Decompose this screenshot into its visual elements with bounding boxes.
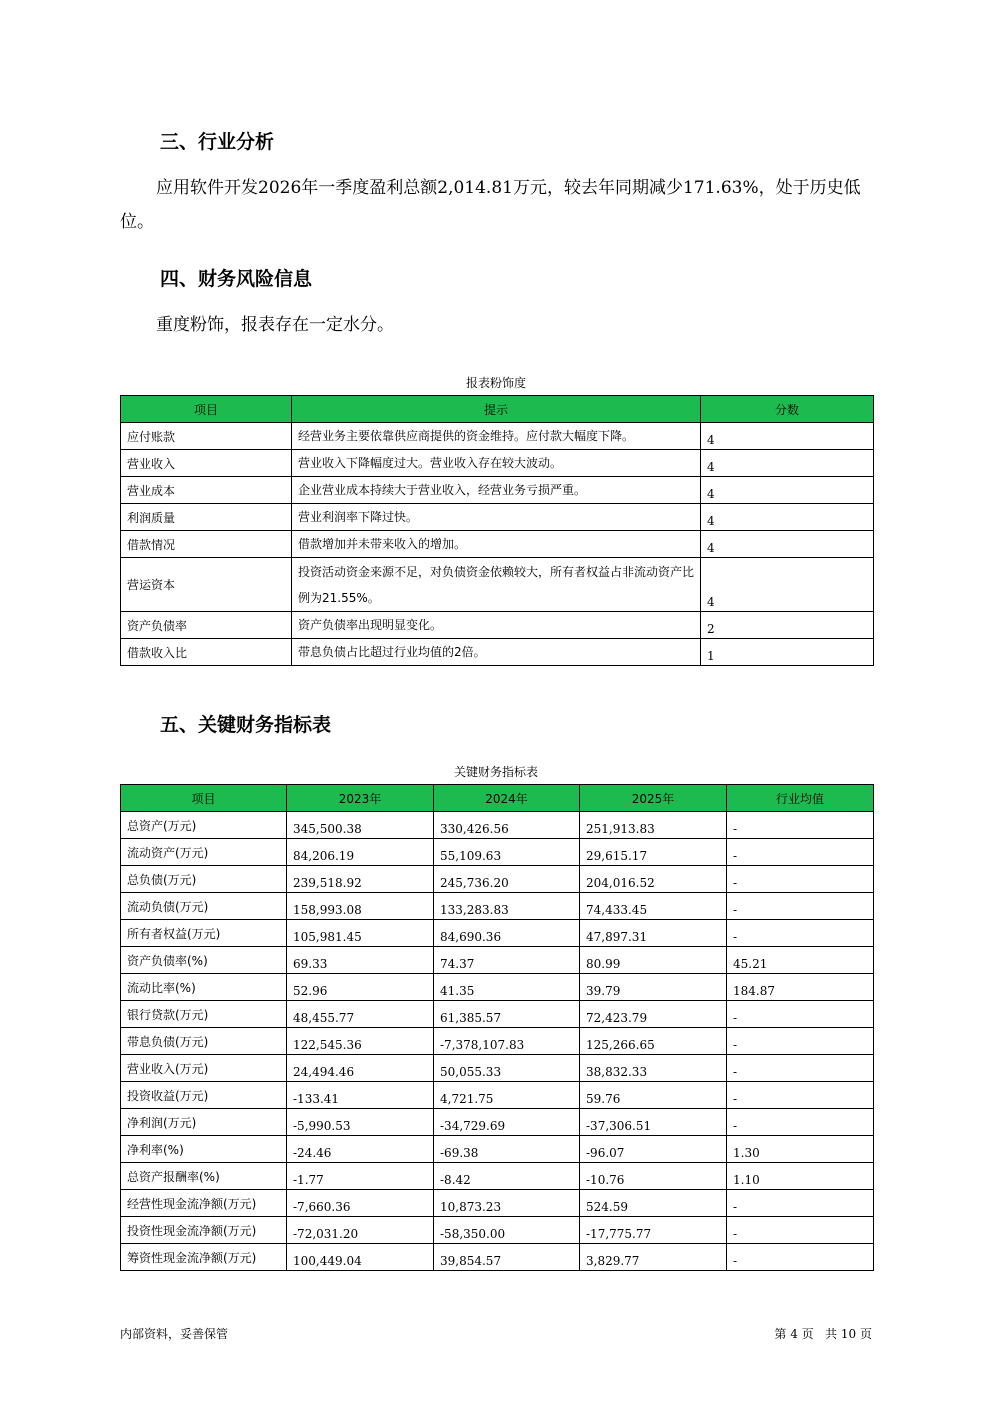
- industry-avg-cell: -: [727, 1244, 874, 1271]
- value-2023-cell: -1.77: [287, 1163, 434, 1190]
- table-row: [121, 1163, 874, 1190]
- table-row: [121, 1136, 874, 1163]
- value-2023-cell: 158,993.08: [287, 893, 434, 920]
- indicator-table-caption: 关键财务指标表: [453, 765, 538, 779]
- indicator-item-cell: 带息负债(万元): [121, 1028, 287, 1055]
- value-2025-cell: 29,615.17: [580, 839, 727, 866]
- indicator-item-cell: 净利润(万元): [121, 1109, 287, 1136]
- table-row: [121, 947, 874, 974]
- risk-item-cell: 借款情况: [121, 531, 292, 558]
- industry-avg-cell: -: [727, 1055, 874, 1082]
- value-2023-cell: 345,500.38: [287, 812, 434, 839]
- section-heading-risk: 四、财务风险信息: [160, 268, 313, 290]
- table-row: [121, 839, 874, 866]
- value-2024-cell: 55,109.63: [434, 839, 580, 866]
- value-2025-cell: 251,913.83: [580, 812, 727, 839]
- footer-page-number: 第 4 页 共 10 页: [774, 1327, 872, 1341]
- value-2025-cell: -17,775.77: [580, 1217, 727, 1244]
- section-heading-industry: 三、行业分析: [160, 131, 275, 153]
- value-2023-cell: -5,990.53: [287, 1109, 434, 1136]
- risk-hint-cell: 经营业务主要依靠供应商提供的资金维持。应付款大幅度下降。: [292, 423, 701, 450]
- indicator-item-cell: 总资产(万元): [121, 812, 287, 839]
- industry-avg-cell: 1.30: [727, 1136, 874, 1163]
- risk-hint-cell: 营业收入下降幅度过大。营业收入存在较大波动。: [292, 450, 701, 477]
- indicator-item-cell: 总负债(万元): [121, 866, 287, 893]
- table-row: [121, 1109, 874, 1136]
- indicator-item-cell: 投资性现金流净额(万元): [121, 1217, 287, 1244]
- value-2024-cell: 41.35: [434, 974, 580, 1001]
- table-row: [121, 1001, 874, 1028]
- table-row: [121, 1190, 874, 1217]
- risk-table: [120, 395, 874, 666]
- risk-item-cell: 营运资本: [121, 558, 292, 612]
- table-row: [121, 450, 874, 477]
- value-2024-cell: -58,350.00: [434, 1217, 580, 1244]
- value-2025-cell: -96.07: [580, 1136, 727, 1163]
- table-row: [121, 423, 874, 450]
- value-2024-cell: 245,736.20: [434, 866, 580, 893]
- value-2025-cell: 74,433.45: [580, 893, 727, 920]
- risk-item-cell: 借款收入比: [121, 639, 292, 666]
- header-item: 项目: [121, 785, 287, 812]
- indicator-item-cell: 流动资产(万元): [121, 839, 287, 866]
- table-row: [121, 504, 874, 531]
- risk-item-cell: 应付账款: [121, 423, 292, 450]
- industry-paragraph: 应用软件开发2026年一季度盈利总额2,014.81万元，较去年同期减少171.63%，处于历史低位。: [120, 178, 861, 232]
- indicator-item-cell: 所有者权益(万元): [121, 920, 287, 947]
- table-row: [121, 1217, 874, 1244]
- value-2024-cell: -8.42: [434, 1163, 580, 1190]
- risk-score-cell: 1: [701, 639, 874, 666]
- risk-item-cell: 资产负债率: [121, 612, 292, 639]
- indicator-item-cell: 净利率(%): [121, 1136, 287, 1163]
- value-2025-cell: -10.76: [580, 1163, 727, 1190]
- table-row: [121, 974, 874, 1001]
- industry-avg-cell: -: [727, 1190, 874, 1217]
- value-2024-cell: 50,055.33: [434, 1055, 580, 1082]
- value-2024-cell: 61,385.57: [434, 1001, 580, 1028]
- industry-avg-cell: -: [727, 812, 874, 839]
- risk-table-caption: 报表粉饰度: [465, 376, 526, 390]
- industry-avg-cell: -: [727, 1082, 874, 1109]
- table-row: [121, 1028, 874, 1055]
- value-2025-cell: 524.59: [580, 1190, 727, 1217]
- indicator-item-cell: 流动比率(%): [121, 974, 287, 1001]
- table-row: [121, 477, 874, 504]
- value-2025-cell: 204,016.52: [580, 866, 727, 893]
- value-2023-cell: -7,660.36: [287, 1190, 434, 1217]
- risk-score-cell: 4: [701, 531, 874, 558]
- table-row: [121, 1082, 874, 1109]
- value-2025-cell: -37,306.51: [580, 1109, 727, 1136]
- value-2024-cell: 133,283.83: [434, 893, 580, 920]
- value-2024-cell: 84,690.36: [434, 920, 580, 947]
- header-hint: 提示: [292, 396, 701, 423]
- risk-hint-cell: 带息负债占比超过行业均值的2倍。: [292, 639, 701, 666]
- value-2023-cell: 24,494.46: [287, 1055, 434, 1082]
- table-row: [121, 893, 874, 920]
- table-row: [121, 558, 874, 612]
- table-row: [121, 531, 874, 558]
- industry-avg-cell: -: [727, 920, 874, 947]
- section-heading-indicators: 五、关键财务指标表: [160, 714, 332, 736]
- risk-score-cell: 4: [701, 477, 874, 504]
- indicator-item-cell: 资产负债率(%): [121, 947, 287, 974]
- indicator-item-cell: 总资产报酬率(%): [121, 1163, 287, 1190]
- industry-avg-cell: -: [727, 1028, 874, 1055]
- risk-table-header: [121, 396, 874, 423]
- value-2023-cell: 122,545.36: [287, 1028, 434, 1055]
- value-2024-cell: 39,854.57: [434, 1244, 580, 1271]
- value-2025-cell: 47,897.31: [580, 920, 727, 947]
- indicator-item-cell: 流动负债(万元): [121, 893, 287, 920]
- header-item: 项目: [121, 396, 292, 423]
- value-2023-cell: 84,206.19: [287, 839, 434, 866]
- value-2025-cell: 80.99: [580, 947, 727, 974]
- value-2024-cell: 10,873.23: [434, 1190, 580, 1217]
- header-2025: 2025年: [580, 785, 727, 812]
- table-row: [121, 612, 874, 639]
- risk-score-cell: 2: [701, 612, 874, 639]
- value-2025-cell: 39.79: [580, 974, 727, 1001]
- table-row: [121, 1244, 874, 1271]
- value-2025-cell: 125,266.65: [580, 1028, 727, 1055]
- value-2024-cell: -7,378,107.83: [434, 1028, 580, 1055]
- risk-hint-cell: 资产负债率出现明显变化。: [292, 612, 701, 639]
- header-industry-avg: 行业均值: [727, 785, 874, 812]
- value-2023-cell: -72,031.20: [287, 1217, 434, 1244]
- risk-hint-cell: 借款增加并未带来收入的增加。: [292, 531, 701, 558]
- industry-avg-cell: -: [727, 1001, 874, 1028]
- value-2024-cell: 4,721.75: [434, 1082, 580, 1109]
- risk-paragraph: 重度粉饰，报表存在一定水分。: [156, 315, 394, 335]
- indicator-table-header: [121, 785, 874, 812]
- value-2023-cell: 52.96: [287, 974, 434, 1001]
- value-2023-cell: 239,518.92: [287, 866, 434, 893]
- industry-avg-cell: -: [727, 1217, 874, 1244]
- table-row: [121, 920, 874, 947]
- industry-avg-cell: 1.10: [727, 1163, 874, 1190]
- footer-confidential: 内部资料，妥善保管: [120, 1327, 229, 1341]
- indicator-item-cell: 筹资性现金流净额(万元): [121, 1244, 287, 1271]
- value-2023-cell: 48,455.77: [287, 1001, 434, 1028]
- value-2024-cell: -69.38: [434, 1136, 580, 1163]
- indicator-item-cell: 投资收益(万元): [121, 1082, 287, 1109]
- risk-hint-cell: 营业利润率下降过快。: [292, 504, 701, 531]
- risk-item-cell: 营业收入: [121, 450, 292, 477]
- indicator-item-cell: 营业收入(万元): [121, 1055, 287, 1082]
- industry-avg-cell: -: [727, 893, 874, 920]
- risk-score-cell: 4: [701, 558, 874, 612]
- value-2023-cell: 105,981.45: [287, 920, 434, 947]
- value-2024-cell: 74.37: [434, 947, 580, 974]
- risk-score-cell: 4: [701, 450, 874, 477]
- industry-avg-cell: 184.87: [727, 974, 874, 1001]
- table-row: [121, 812, 874, 839]
- table-row: [121, 639, 874, 666]
- value-2023-cell: -133.41: [287, 1082, 434, 1109]
- value-2025-cell: 3,829.77: [580, 1244, 727, 1271]
- indicator-item-cell: 经营性现金流净额(万元): [121, 1190, 287, 1217]
- value-2025-cell: 72,423.79: [580, 1001, 727, 1028]
- value-2025-cell: 38,832.33: [580, 1055, 727, 1082]
- value-2024-cell: 330,426.56: [434, 812, 580, 839]
- value-2025-cell: 59.76: [580, 1082, 727, 1109]
- value-2023-cell: 69.33: [287, 947, 434, 974]
- industry-avg-cell: 45.21: [727, 947, 874, 974]
- header-score: 分数: [701, 396, 874, 423]
- risk-item-cell: 营业成本: [121, 477, 292, 504]
- header-2023: 2023年: [287, 785, 434, 812]
- industry-avg-cell: -: [727, 866, 874, 893]
- indicator-item-cell: 银行贷款(万元): [121, 1001, 287, 1028]
- risk-score-cell: 4: [701, 423, 874, 450]
- risk-item-cell: 利润质量: [121, 504, 292, 531]
- risk-score-cell: 4: [701, 504, 874, 531]
- header-2024: 2024年: [434, 785, 580, 812]
- value-2023-cell: 100,449.04: [287, 1244, 434, 1271]
- industry-avg-cell: -: [727, 1109, 874, 1136]
- risk-hint-cell: 企业营业成本持续大于营业收入，经营业务亏损严重。: [292, 477, 701, 504]
- risk-hint-cell: 投资活动资金来源不足，对负债资金依赖较大，所有者权益占非流动资产比例为21.55%。: [292, 558, 701, 612]
- value-2023-cell: -24.46: [287, 1136, 434, 1163]
- table-row: [121, 1055, 874, 1082]
- value-2024-cell: -34,729.69: [434, 1109, 580, 1136]
- table-row: [121, 866, 874, 893]
- industry-avg-cell: -: [727, 839, 874, 866]
- indicator-table: [120, 784, 874, 1271]
